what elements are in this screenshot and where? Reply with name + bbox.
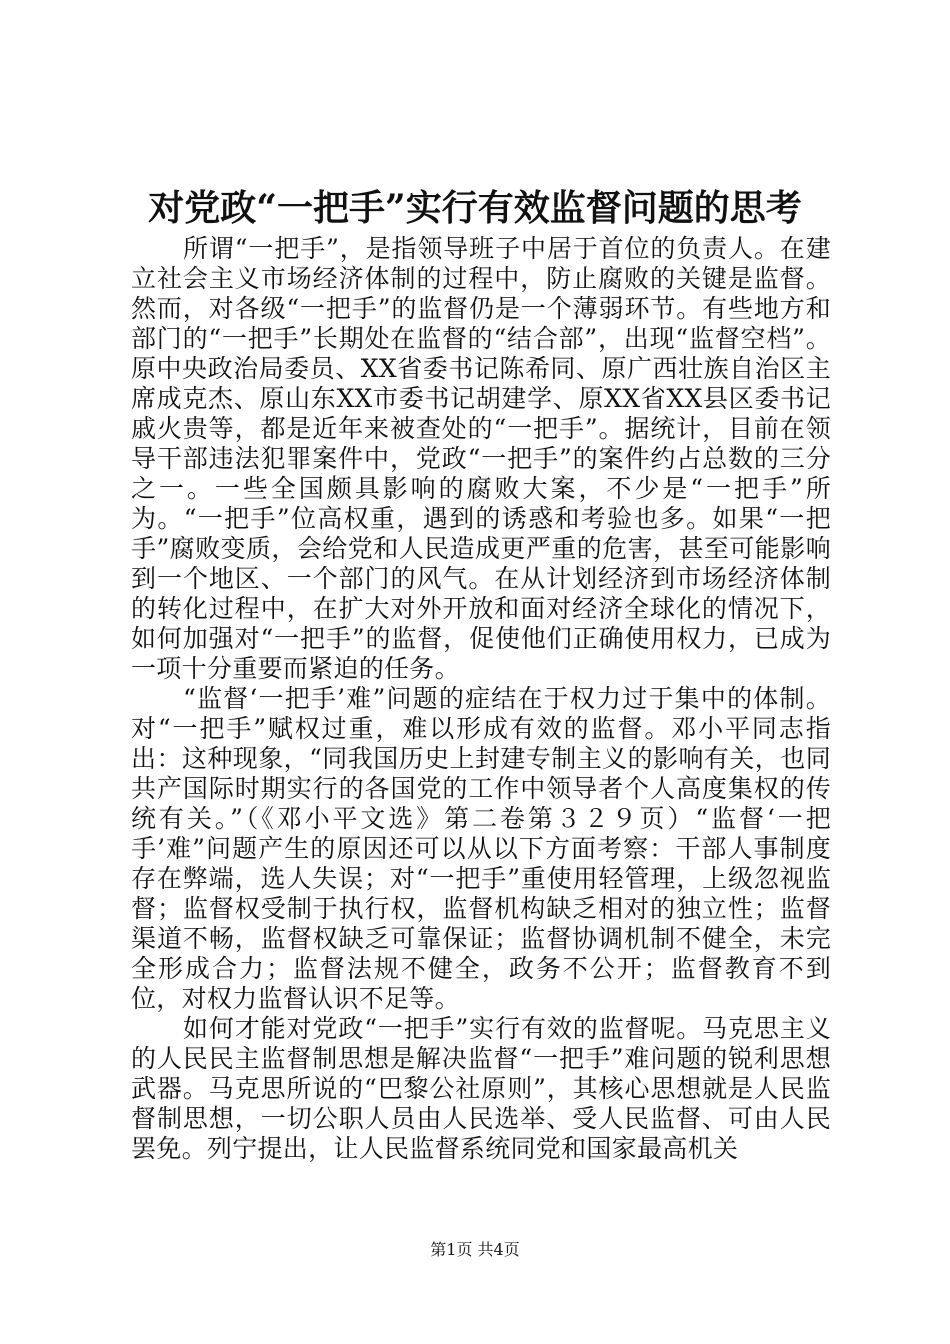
document-body — [131, 234, 831, 1164]
page-footer: 第1页 共4页 — [430, 1240, 520, 1259]
paragraph-1: 所谓“一把手”，是指领导班子中居于首位的负责人。在建立社会主义市场经济体制的过程中，防止腐败的关键是监督。然而，对各级“一把手”的监督仍是一个薄弱环节。有些地方和部门的“一把手”长期处在监督的“结合部”，出现“监督空档”。原中央政治局委员、XX省委书记陈希同、原广西壮族自治区主席成克杰、原山东XX市委书记胡建学、原XX省XX县区委书记戚火贵等，都是近年来被查处的“一把手”。据统计，目前在领导干部违法犯罪案件中，党政“一把手”的案件约占总数的三分之一。一些全国颇具影响的腐败大案，不少是“一把手”所为。“一把手”位高权重，遇到的诱惑和考验也多。如果“一把手”腐败变质，会给党和人民造成更严重的危害，甚至可能影响到一个地区、一个部门的风气。在从计划经济到市场经济体制的转化过程中，在扩大对外开放和面对经济全球化的情况下，如何加强对“一把手”的监督，促使他们正确使用权力，已成为一项十分重要而紧迫的任务。 — [131, 234, 831, 683]
paragraph-2: “监督‘一把手’难”问题的症结在于权力过于集中的体制。对“一把手”赋权过重，难以形成有效的监督。邓小平同志指出：这种现象，“同我国历史上封建专制主义的影响有关，也同共产国际时期实行的各国党的工作中领导者个人高度集权的传统有关。”（《邓小平文选》第二卷第３２９页）“监督‘一把手’难”问题产生的原因还可以从以下方面考察：干部人事制度存在弊端，选人失误；对“一把手”重使用轻管理，上级忽视监督；监督权受制于执行权，监督机构缺乏相对的独立性；监督渠道不畅，监督权缺乏可靠保证；监督协调机制不健全，未完全形成合力；监督法规不健全，政务不公开；监督教育不到位，对权力监督认识不足等。 — [131, 684, 831, 1013]
document-title: 对党政“一把手”实行有效监督问题的思考 — [148, 187, 802, 229]
paragraph-3: 如何才能对党政“一把手”实行有效的监督呢。马克思主义的人民民主监督制思想是解决监督“一把手”难问题的锐利思想武器。马克思所说的“巴黎公社原则”，其核心思想就是人民监督制思想，一切公职人员由人民选举、受人民监督、可由人民罢免。列宁提出，让人民监督系统同党和国家最高机关 — [131, 1014, 831, 1163]
